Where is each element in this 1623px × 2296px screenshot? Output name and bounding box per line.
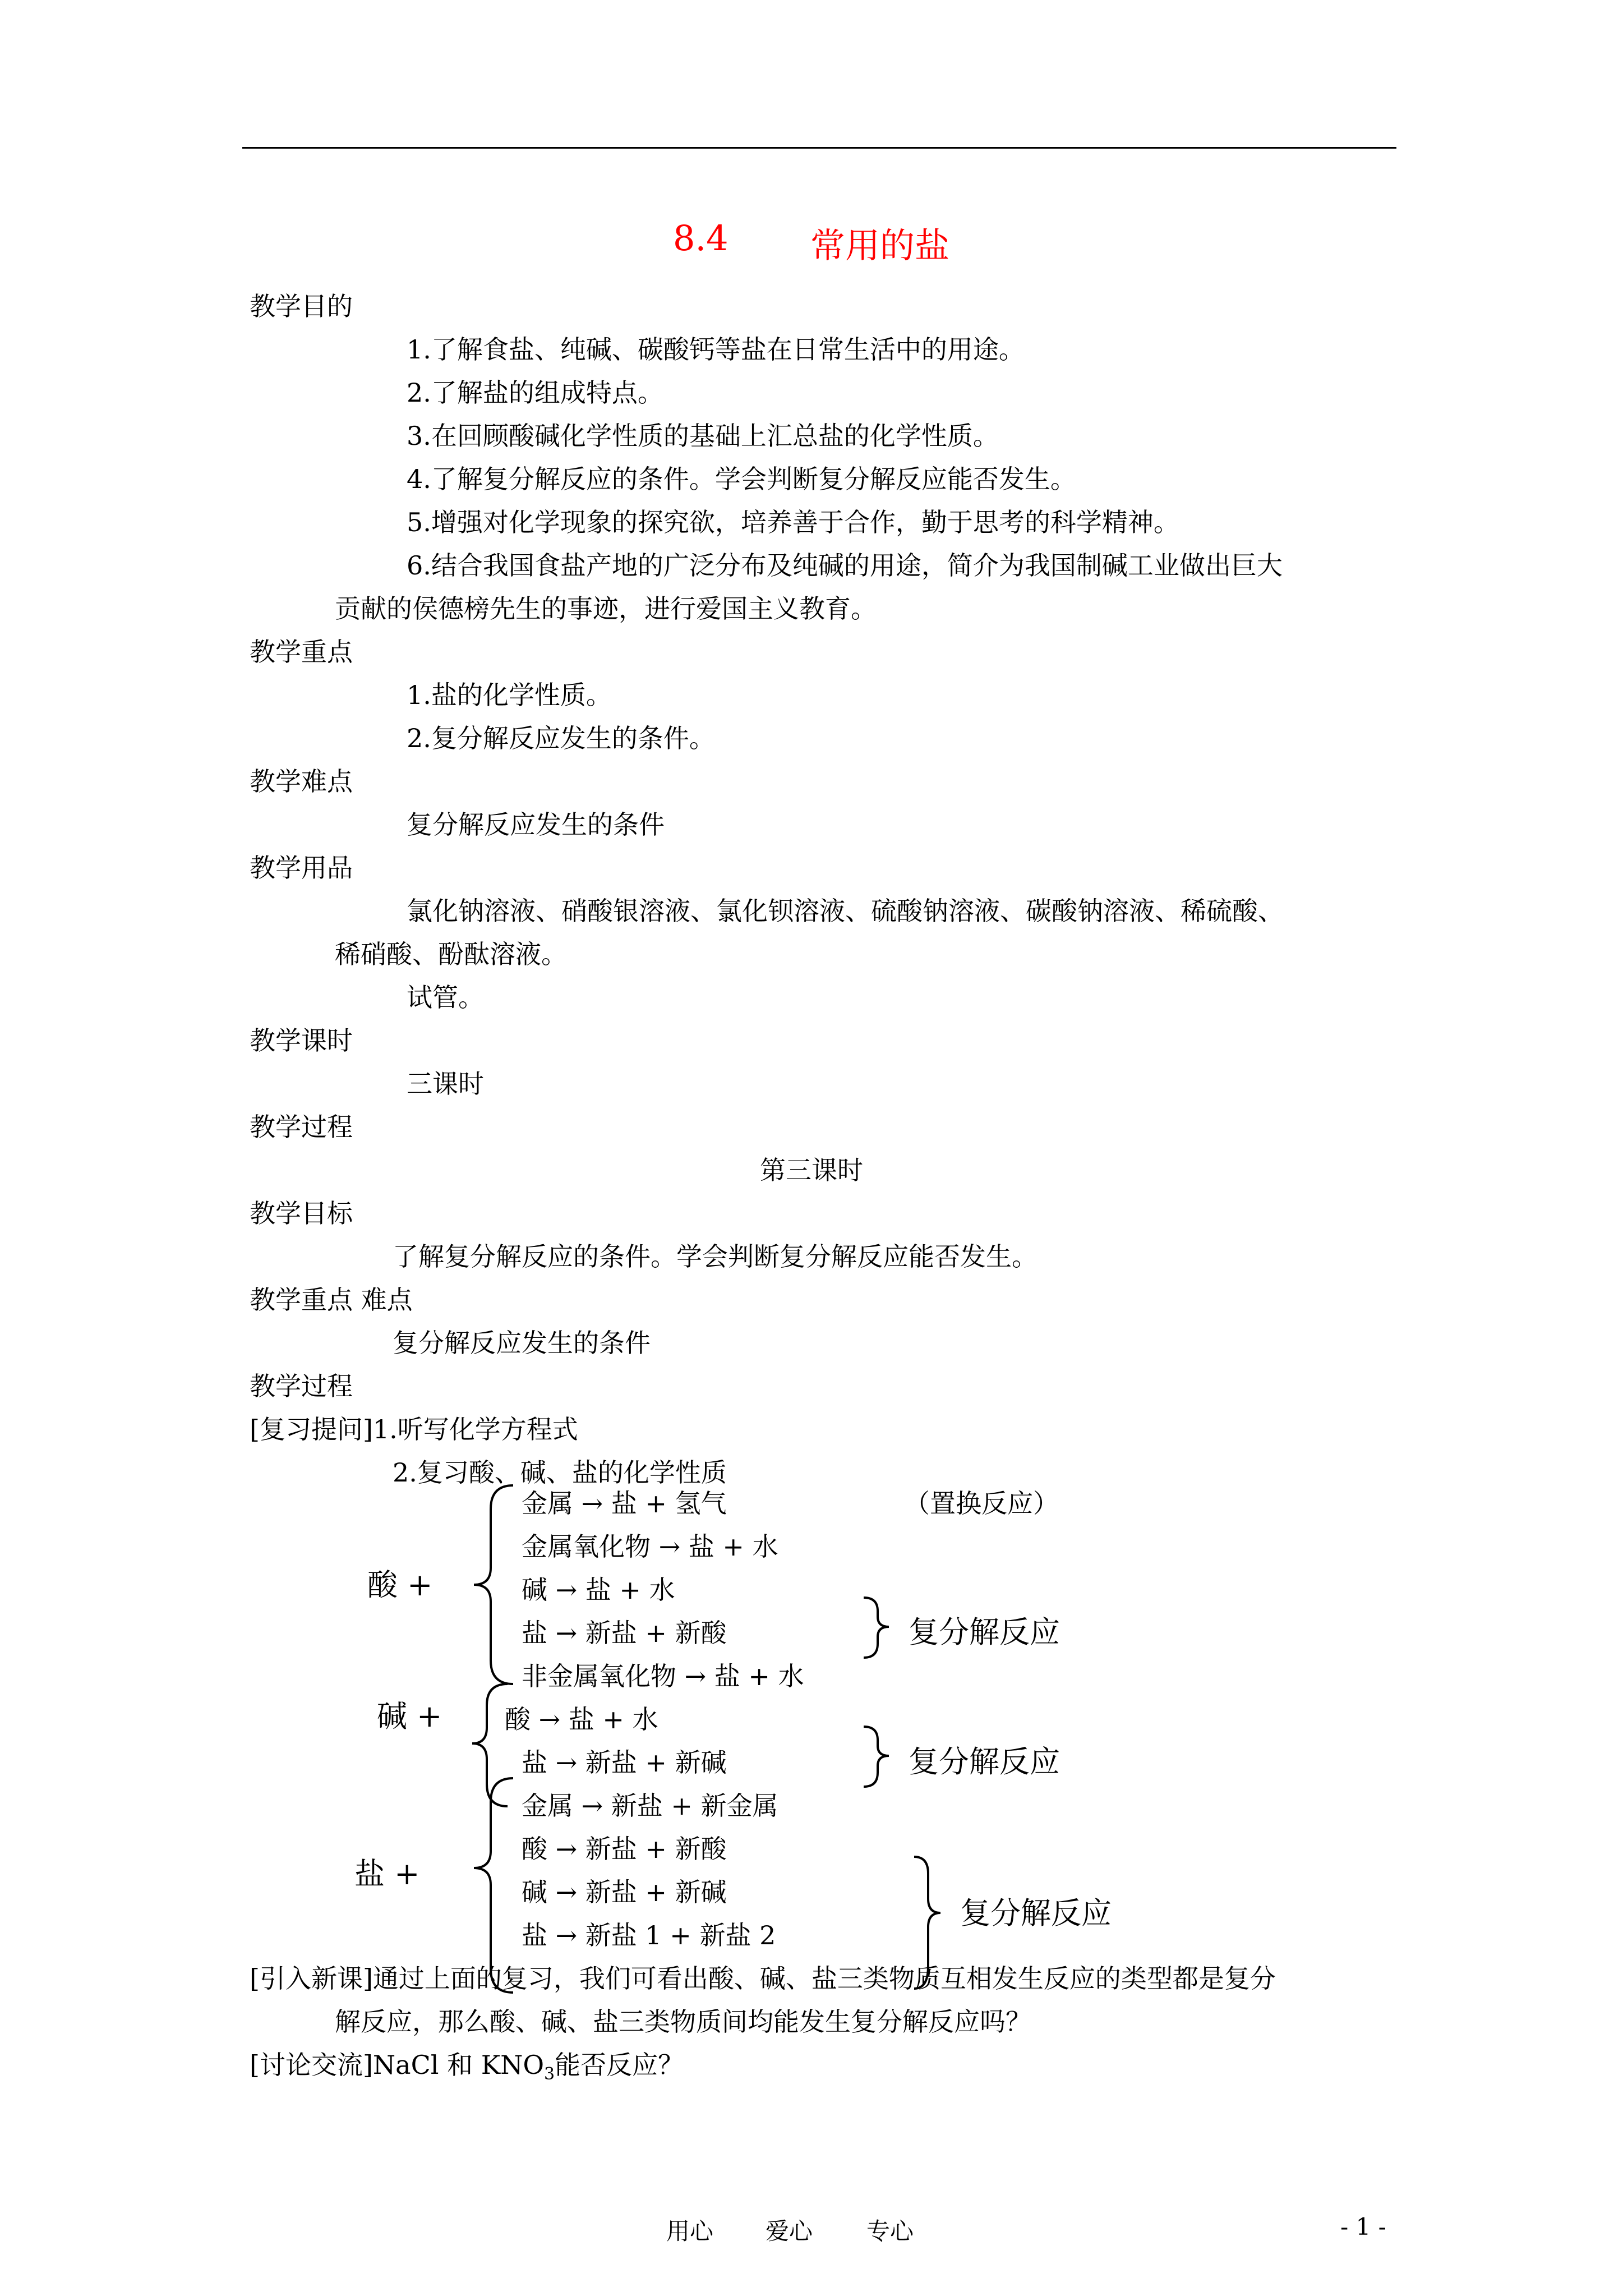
footer-motto: 爱心 (766, 2217, 813, 2245)
base-reaction: 酸 → 盐 + 水 (505, 1704, 658, 1734)
heading-supplies: 教学用品 (250, 853, 353, 883)
objective-item: 2.了解盐的组成特点。 (407, 378, 663, 408)
page-number: - 1 - (1340, 2213, 1386, 2240)
heading-periods: 教学课时 (250, 1025, 353, 1056)
heading-goal: 教学目标 (250, 1198, 353, 1228)
key-point-item: 2.复分解反应发生的条件。 (407, 723, 715, 753)
base-reaction: 盐 → 新盐 + 新碱 (522, 1747, 727, 1778)
review-line: [复习提问]1.听写化学方程式 (250, 1414, 578, 1444)
discussion-subscript: 3 (544, 2064, 555, 2085)
double-decomp-label: 复分解反应 (960, 1895, 1112, 1931)
acid-reaction: 金属氧化物 → 盐 + 水 (522, 1531, 778, 1562)
intro-line: 解反应，那么酸、碱、盐三类物质间均能发生复分解反应吗？ (335, 2007, 1031, 2037)
objective-item: 4.了解复分解反应的条件。学会判断复分解反应能否发生。 (407, 464, 1076, 494)
footer-motto: 用心 (666, 2217, 714, 2245)
salt-label: 盐 + (354, 1856, 420, 1892)
heading-process: 教学过程 (250, 1112, 353, 1142)
page-title: 常用的盐 (810, 225, 950, 266)
difficulty-text: 复分解反应发生的条件 (407, 809, 665, 840)
double-decomp-label: 复分解反应 (909, 1614, 1060, 1650)
discussion-prefix: [讨论交流]NaCl 和 KNO (250, 2050, 545, 2080)
footer-motto: 专心 (866, 2217, 914, 2245)
section-number: 8.4 (673, 218, 728, 259)
heading-key-points: 教学重点 (250, 637, 353, 667)
salt-reaction: 碱 → 新盐 + 新碱 (522, 1877, 727, 1907)
heading-key-difficulty: 教学重点 难点 (250, 1285, 413, 1315)
heading-objectives: 教学目的 (250, 291, 353, 321)
acid-reaction: 碱 → 盐 + 水 (522, 1575, 675, 1605)
salt-reaction: 酸 → 新盐 + 新酸 (522, 1834, 727, 1864)
lesson-title: 第三课时 (760, 1155, 863, 1185)
acid-label: 酸 + (367, 1567, 433, 1603)
heading-difficulty: 教学难点 (250, 766, 353, 797)
supplies-line: 稀硝酸、酚酞溶液。 (335, 939, 567, 969)
objective-item: 5.增强对化学现象的探究欲，培养善于合作，勤于思考的科学精神。 (407, 507, 1179, 537)
objective-item: 贡献的侯德榜先生的事迹，进行爱国主义教育。 (335, 593, 877, 624)
double-decomp-label: 复分解反应 (909, 1744, 1060, 1779)
review-line: 2.复习酸、碱、盐的化学性质 (393, 1457, 727, 1488)
objective-item: 3.在回顾酸碱化学性质的基础上汇总盐的化学性质。 (407, 421, 999, 451)
base-label: 碱 + (377, 1699, 442, 1734)
acid-reaction: 金属 → 盐 + 氢气 (522, 1488, 727, 1519)
discussion-line (250, 2048, 684, 2091)
base-reaction: 非金属氧化物 → 盐 + 水 (522, 1661, 804, 1691)
goal-text: 了解复分解反应的条件。学会判断复分解反应能否发生。 (393, 1241, 1038, 1272)
salt-reaction: 盐 → 新盐 1 + 新盐 2 (522, 1920, 776, 1950)
intro-line: [引入新课]通过上面的复习，我们可看出酸、碱、盐三类物质互相发生反应的类型都是复分 (250, 1963, 1276, 1994)
key-difficulty-text: 复分解反应发生的条件 (393, 1328, 651, 1358)
objective-item: 1.了解食盐、纯碱、碳酸钙等盐在日常生活中的用途。 (407, 334, 1025, 365)
supplies-line: 氯化钠溶液、硝酸银溶液、氯化钡溶液、硫酸钠溶液、碳酸钠溶液、稀硫酸、 (407, 896, 1284, 926)
supplies-line: 试管。 (407, 982, 484, 1013)
heading-process-2: 教学过程 (250, 1371, 353, 1401)
key-point-item: 1.盐的化学性质。 (407, 680, 612, 710)
periods-text: 三课时 (407, 1069, 484, 1099)
acid-reaction: 盐 → 新盐 + 新酸 (522, 1618, 727, 1648)
discussion-suffix: 能否反应？ (555, 2050, 684, 2080)
objective-item: 6.结合我国食盐产地的广泛分布及纯碱的用途，简介为我国制碱工业做出巨大 (407, 550, 1283, 581)
displacement-note: （置换反应） (904, 1488, 1059, 1519)
salt-reaction: 金属 → 新盐 + 新金属 (522, 1791, 778, 1821)
